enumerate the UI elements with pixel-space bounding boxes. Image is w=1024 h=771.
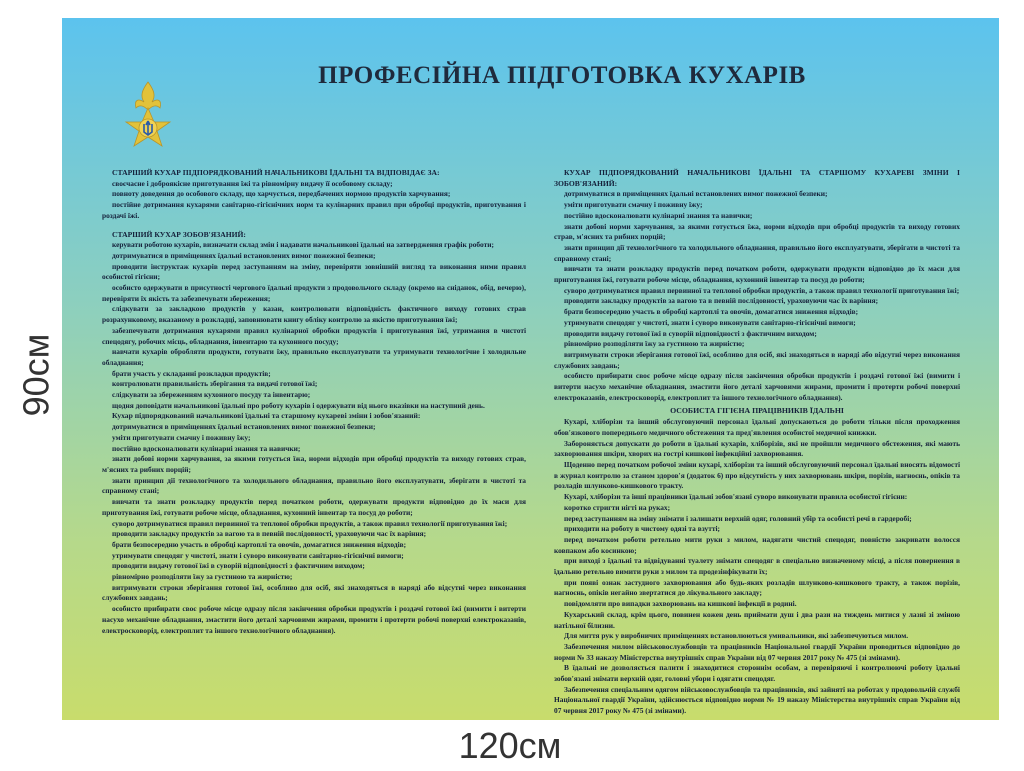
section-heading: КУХАР ПІДПОРЯДКОВАНИЙ НАЧАЛЬНИКОВІ ЇДАЛЬНІ ТА СТАРШОМУ КУХАРЕВІ ЗМІНИ І ЗОБОВ'ЯЗАНИЙ: [554, 168, 960, 188]
list-item: вивчати та знати розкладку продуктів перед початком роботи, одержувати продукти відповідно до їх маси для приготування їжі, готувати робоче місце, обладнання, кухонний інвентар та посуд до роботи; [102, 497, 526, 517]
list-item: коротко стригти нігті на руках; [564, 502, 671, 512]
list-item: Щоденно перед початком робочої зміни кухарі, хліборізи та інший обслуговуючий персонал їдальні вносять відомості в журнал контролю за станом здоров'я (додаток 6) про відсутність у них захворювань шкіри, порізів, нагноєнь, опіків та розладів шлунково-кишкового тракту. [554, 459, 960, 491]
list-item: рівномірно розподіляти їжу за густиною та жирністю; [112, 572, 293, 582]
list-item: забезпечувати дотримання кухарями правил кулінарної обробки продуктів і приготування їжі, утримання в чистоті спецодягу, робочих місць, обладнання, інвентарю та кухонного посуду; [102, 325, 526, 346]
height-dimension-label: 90см [15, 333, 57, 417]
list-item: проводити інструктаж кухарів перед заступанням на зміну, перевіряти зовнішній вигляд та виконання ними правил особистої гігієни; [102, 261, 526, 282]
section-heading: Кухар підпорядкований начальникові їдальні та старшому кухареві зміни і зобов'язаний: [112, 411, 421, 421]
list-item: особисто прибирати своє робоче місце одразу після закінчення обробки продуктів і роздачі готової їжі (вимити і витерти насухо механічне обладнання, змастити його деталі харчовими жирами, промити і протерти робочі поверхні електроказанів, електросковорід, електроплит та іншого технологічного обладнання). [554, 371, 960, 402]
width-dimension-label: 120см [458, 725, 562, 766]
list-item: керувати роботою кухарів, визначати склад змін і надавати начальникові їдальні на затвердження графік роботи; [112, 240, 494, 250]
list-item: проводити видачу готової їжі в суворій відповідності з фактичним виходом; [112, 561, 365, 571]
list-item: Кухарський склад, крім цього, повинен кожен день приймати душ і два рази на тиждень митися у лазні зі зміною натільної білизни. [554, 609, 960, 630]
list-item: Для миття рук у виробничих приміщеннях встановлюються умивальники, які забезпечуються милом. [564, 631, 909, 641]
list-item: знати добові норми харчування, за якими готується їжа, норми відходів при обробці продуктів та виходу готових страв, м'ясних та рибних порцій; [554, 221, 960, 242]
list-item: особисто одержувати в присутності чергового їдальні продукти з продовольчого складу (окремо на сніданок, обід, вечерю), перевіряти їх якість та забезпечувати збереження; [102, 283, 526, 303]
list-item: контролювати правильність зберігання та видачі готової їжі; [112, 379, 318, 389]
list-item: перед заступанням на зміну знімати і залишати верхній одяг, головний убір та особисті речі в гардеробі; [564, 513, 912, 523]
list-item: навчати кухарів обробляти продукти, готувати їжу, правильно експлуатувати та утримувати технологічне і холодильне обладнання; [102, 347, 526, 367]
list-item: знати принцип дії технологічного та холодильного обладнання, правильно його експлуатувати, зберігати в чистоті та справному стані; [554, 242, 960, 263]
list-item: слідкувати за закладкою продуктів у казан, контролювати відповідність фактичного виходу готових страв розрахунковому, вказаному в розкладці, заповнювати книгу обліку контролю за якістю приготування їжі; [102, 304, 526, 325]
list-item: дотримуватися в приміщеннях їдальні встановлених вимог пожежної безпеки; [112, 422, 376, 432]
list-item: проводити видачу готової їжі в суворій відповідності з фактичним виходом; [564, 328, 817, 338]
list-item: особисто прибирати своє робоче місце одразу після закінчення обробки продуктів і роздачі готової їжі (вимити і витерти насухо механічне обладнання, змастити його деталі харчовими жирами, промити і протерти робочі поверхні електроказанів, електросковорід, електроплит та іншого технологічного обладнання). [102, 604, 526, 635]
list-item: дотримуватися в приміщеннях їдальні встановлених вимог пожежної безпеки; [564, 189, 828, 199]
list-item: приходити на роботу в чистому одязі та взутті; [564, 524, 720, 534]
list-item: при появі ознак застудного захворювання або будь-яких розладів шлунково-кишкового тракту, а також порізів, нагноєнь, опіків негайно звертатися до лікувального закладу; [554, 577, 960, 598]
list-item: своєчасне і доброякісне приготування їжі та рівномірну видачу її особовому складу; [112, 178, 393, 188]
list-item: постійне дотримання кухарями санітарно-гігієнічних норм та кулінарних правил при обробці продуктів, приготування і роздачі їжі. [102, 200, 526, 220]
info-board [62, 18, 999, 720]
list-item: брати безпосередню участь в обробці картоплі та овочів, домагатися зниження відходів; [564, 307, 859, 317]
list-item: постійно вдосконалювати кулінарні знання та навички; [112, 443, 301, 453]
list-item: проводити закладку продуктів за вагою та в певній послідовності, ураховуючи час їх варіння; [564, 296, 879, 306]
list-item: рівномірно розподіляти їжу за густиною та жирністю; [564, 339, 745, 349]
list-item: утримувати спецодяг у чистоті, знати і суворо виконувати санітарно-гігієнічні вимоги; [564, 317, 856, 327]
list-item: брати безпосередню участь в обробці картоплі та овочів, домагатися зниження відходів; [112, 539, 407, 549]
list-item: витримувати строки зберігання готової їжі, особливо для осіб, які знаходяться в наряді або відсутні через виконання службових завдань; [102, 582, 526, 603]
list-item: Забезпечення спеціальним одягом військовослужбовців та працівників, які зайняті на роботах у продовольчій службі Національної гвардії України, здійснюється відповідно норми № 19 наказу Міністерства внутрішніх справ України від 07 червня 2017 року № 475 (зі змінами). [554, 684, 960, 716]
list-item: Кухарі, хліборізи та інші працівники їдальні зобов'язані суворо виконувати правила особистої гігієни: [564, 492, 908, 502]
list-item: уміти приготувати смачну і поживну їжу; [564, 200, 703, 210]
national-guard-emblem-icon [120, 78, 176, 168]
list-item: брати участь у складанні розкладки продуктів; [112, 368, 271, 378]
list-item: уміти приготувати смачну і поживну їжу; [112, 432, 251, 442]
list-item: перед початком роботи ретельно мити руки з милом, надягати чистий спецодяг, повністю закривати волосся ковпаком або косинкою; [554, 534, 960, 555]
list-item: повідомляти про випадки захворювань на кишкові інфекції в родині. [564, 599, 797, 609]
section-heading: СТАРШИЙ КУХАР ПІДПОРЯДКОВАНИЙ НАЧАЛЬНИКОВІ ЇДАЛЬНІ ТА ВІДПОВІДАЄ ЗА: [112, 168, 440, 177]
section-heading: СТАРШИЙ КУХАР ЗОБОВ'ЯЗАНИЙ: [112, 229, 246, 239]
list-item: постійно вдосконалювати кулінарні знання та навички; [564, 210, 753, 220]
list-item: повноту доведення до особового складу, що харчується, передбачених нормою продуктів харчування; [112, 189, 451, 199]
left-column [102, 168, 526, 636]
list-item: утримувати спецодяг у чистоті, знати і суворо виконувати санітарно-гігієнічні вимоги; [112, 550, 404, 560]
page-title: ПРОФЕСІЙНА ПІДГОТОВКА КУХАРІВ [318, 62, 806, 89]
list-item: Забезпечення милом військовослужбовців та працівників Національної гвардії України проводиться відповідно до норми № 33 наказу Міністерства внутрішніх справ України від 07 червня 2017 року № 475 (зі змінами). [554, 641, 960, 662]
list-item: суворо дотримуватися правил первинної та теплової обробки продуктів, а також правил технології приготування їжі; [112, 518, 508, 528]
list-item: Кухарі, хліборізи та інший обслуговуючий персонал їдальні допускаються до роботи тільки після проходження обов'язкового попереднього медичного обстеження та пред'явлення особистої медичної книжки. [554, 417, 960, 437]
list-item: суворо дотримуватися правил первинної та теплової обробки продуктів, а також правил технології приготування їжі; [564, 285, 960, 295]
list-item: знати принцип дії технологічного та холодильного обладнання, правильно його експлуатувати, зберігати в чистоті та справному стані; [102, 475, 526, 496]
list-item: В їдальні не дозволяється палити і знаходитися стороннім особам, а перевіряючі і контролюючі роботу їдальні зобов'язані знімати верхній одяг, головні убори і одягати спецодяг. [554, 663, 960, 684]
list-item: слідкувати за збереженням кухонного посуду та інвентарю; [112, 390, 311, 400]
list-item: щодня доповідати начальникові їдальні про роботу кухарів і одержувати від нього вказівки на наступний день. [112, 400, 485, 410]
list-item: Забороняється допускати до роботи в їдальні кухарів, хліборізів, які не пройшли медичного обстеження, які мають захворювання шкіри, хворих на гострі кишкові інфекційні захворювання. [554, 438, 960, 459]
list-item: при виході з їдальні та відвідуванні туалету знімати спецодяг в спеціально визначеному місці, а після повернення в їдальню ретельно вимити руки з милом та продезінфікувати їх; [554, 556, 960, 577]
list-item: дотримуватися в приміщеннях їдальні встановлених вимог пожежної безпеки; [112, 250, 376, 260]
list-item: проводити закладку продуктів за вагою та в певній послідовності, ураховуючи час їх варіння; [112, 529, 427, 539]
right-column [554, 168, 960, 717]
list-item: знати добові норми харчування, за якими готується їжа, норми відходів при обробці продуктів та виходу готових страв, м'ясних та рибних порцій; [102, 454, 526, 474]
section-heading: ОСОБИСТА ГІГІЄНА ПРАЦІВНИКІВ ЇДАЛЬНІ [670, 406, 844, 416]
list-item: вивчати та знати розкладку продуктів перед початком роботи, одержувати продукти відповідно до їх маси для приготування їжі, готувати робоче місце, обладнання, кухонний інвентар та посуд до роботи; [554, 264, 960, 285]
list-item: витримувати строки зберігання готової їжі, особливо для осіб, які знаходяться в наряді або відсутні через виконання службових завдань; [554, 349, 960, 370]
